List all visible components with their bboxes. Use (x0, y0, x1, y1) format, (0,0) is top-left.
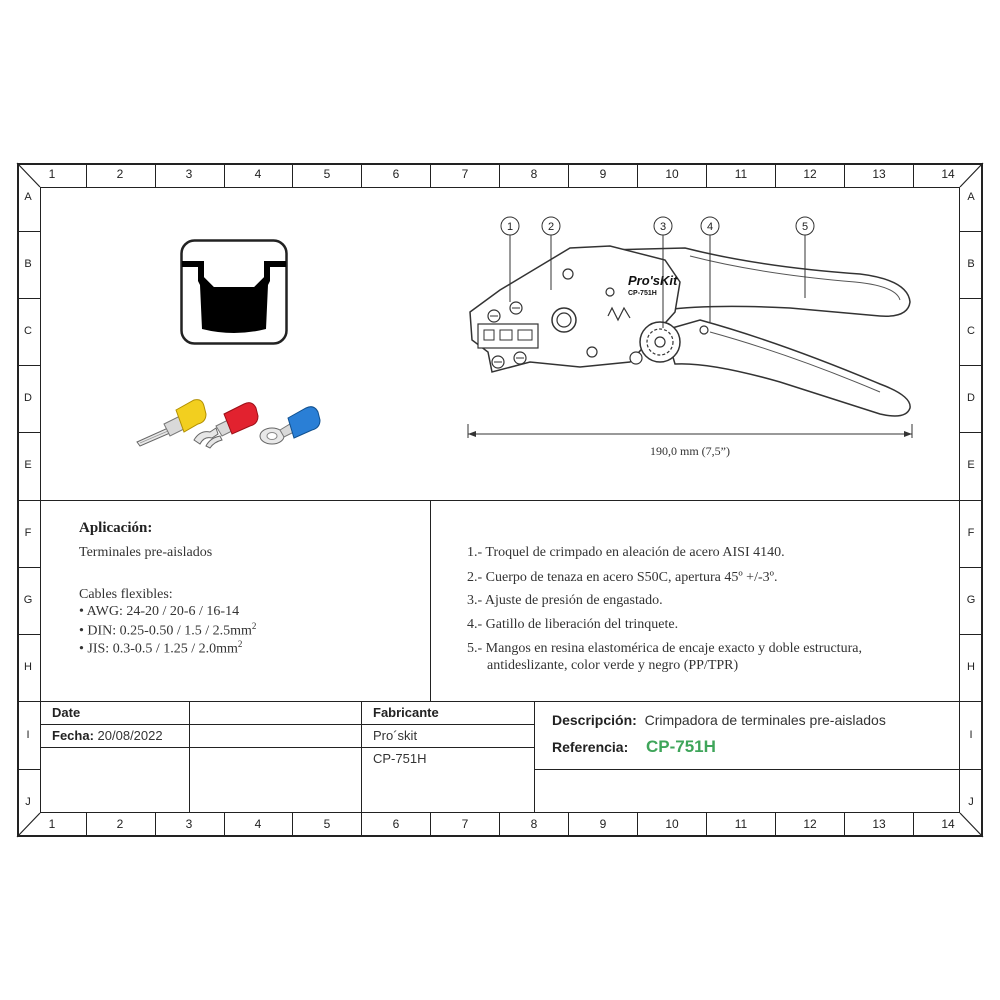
title-block-line (534, 701, 535, 813)
application-heading: Aplicación: (79, 520, 153, 536)
tick (17, 365, 40, 366)
dimension-label: 190,0 mm (7,5”) (650, 444, 730, 458)
tick (224, 813, 225, 837)
column-label: 7 (461, 167, 469, 181)
row-label: F (967, 527, 975, 539)
fecha-value: 20/08/2022 (97, 728, 163, 743)
row-label: F (24, 527, 32, 539)
tick (361, 163, 362, 187)
feature-2: 2.- Cuerpo de tenaza en acero S50C, apertura 45º +/-3º. (467, 570, 778, 585)
date-label: Date (52, 705, 81, 720)
tick (960, 231, 983, 232)
brand-label: Pro'sKit (628, 273, 678, 288)
column-label: 10 (665, 167, 679, 181)
column-label: 9 (599, 817, 607, 831)
fabricante-label: Fabricante (373, 705, 439, 720)
crimp-profile-icon (180, 239, 288, 345)
tick (499, 163, 500, 187)
fabricante-value: Pro´skit (373, 728, 418, 743)
title-block-line (361, 701, 362, 813)
tick (568, 813, 569, 837)
column-label: 5 (323, 817, 331, 831)
feature-4: 4.- Gatillo de liberación del trinquete. (467, 617, 679, 632)
column-label: 1 (48, 167, 56, 181)
tick (430, 813, 431, 837)
tick (17, 769, 40, 770)
title-block-line (40, 724, 534, 725)
row-label: E (967, 459, 975, 471)
referencia-label: Referencia: (552, 739, 629, 755)
row-label: J (968, 796, 974, 808)
tick (430, 163, 431, 187)
column-label: 2 (116, 167, 124, 181)
tick (913, 163, 914, 187)
row-label: A (967, 191, 975, 203)
column-label: 13 (872, 817, 886, 831)
din-spec: • DIN: $0.25-0.50 / 1.5 / 2.5mm^2$ (79, 621, 257, 639)
column-label: 11 (734, 817, 748, 831)
column-label: 6 (392, 817, 400, 831)
column-label: 3 (185, 167, 193, 181)
ring-terminal-icon (260, 407, 320, 444)
feature-3: 3.- Ajuste de presión de engastado. (467, 593, 663, 608)
svg-text:5: 5 (801, 221, 809, 233)
column-label: 14 (941, 167, 955, 181)
svg-text:4: 4 (706, 221, 714, 233)
column-label: 8 (530, 167, 538, 181)
tick (361, 813, 362, 837)
tick (960, 567, 983, 568)
model-value: CP-751H (373, 751, 427, 766)
cables-heading: Cables flexibles: (79, 587, 173, 602)
row-label: D (24, 392, 32, 404)
tick (292, 163, 293, 187)
tick (499, 813, 500, 837)
column-label: 8 (530, 817, 538, 831)
tick (844, 163, 845, 187)
tick (637, 163, 638, 187)
column-label: 14 (941, 817, 955, 831)
section-divider (40, 500, 960, 501)
column-label: 11 (734, 167, 748, 181)
tick (86, 163, 87, 187)
row-label: G (966, 594, 976, 606)
row-label: G (23, 594, 33, 606)
row-label: E (24, 459, 32, 471)
section-divider (40, 701, 960, 702)
row-label: I (969, 729, 973, 741)
tick (292, 813, 293, 837)
jis-spec: • JIS: $0.3-0.5 / 1.25 / 2.0mm^2$ (79, 639, 243, 657)
tick (913, 813, 914, 837)
row-label: J (25, 796, 31, 808)
column-label: 4 (254, 817, 262, 831)
column-label: 7 (461, 817, 469, 831)
title-block-line (534, 769, 960, 770)
tick (960, 769, 983, 770)
section-divider (430, 500, 431, 701)
feature-5-cont: antideslizante, color verde y negro (PP/TPR) (487, 658, 739, 673)
tick (17, 231, 40, 232)
column-label: 4 (254, 167, 262, 181)
tick (844, 813, 845, 837)
row-label: I (26, 729, 30, 741)
tick (17, 701, 40, 702)
svg-text:3: 3 (659, 221, 667, 233)
fecha-label: Fecha: (52, 728, 94, 743)
tick (17, 432, 40, 433)
column-label: 12 (803, 167, 817, 181)
column-label: 9 (599, 167, 607, 181)
row-label: B (24, 258, 32, 270)
column-label: 1 (48, 817, 56, 831)
column-label: 13 (872, 167, 886, 181)
tick (155, 813, 156, 837)
application-subtitle: Terminales pre-aislados (79, 545, 213, 560)
tick (17, 634, 40, 635)
referencia-value: CP-751H (646, 737, 716, 756)
tick (86, 813, 87, 837)
svg-text:1: 1 (506, 221, 514, 233)
row-label: B (967, 258, 975, 270)
title-block-line (40, 747, 534, 748)
tick (17, 567, 40, 568)
row-label: C (24, 325, 32, 337)
row-label: H (24, 661, 32, 673)
awg-spec: • AWG: 24-20 / 20-6 / 16-14 (79, 604, 240, 619)
tick (17, 500, 40, 501)
tick (775, 813, 776, 837)
row-label: C (967, 325, 975, 337)
column-label: 12 (803, 817, 817, 831)
column-label: 6 (392, 167, 400, 181)
tick (568, 163, 569, 187)
tick (960, 298, 983, 299)
feature-1: 1.- Troquel de crimpado en aleación de acero AISI 4140. (467, 545, 785, 560)
tick (960, 500, 983, 501)
tick (637, 813, 638, 837)
crimper-diagram (460, 212, 930, 462)
column-label: 10 (665, 817, 679, 831)
terminals-illustration (132, 390, 332, 450)
feature-5: 5.- Mangos en resina elastomérica de encaje exacto y doble estructura, (467, 641, 862, 656)
descripcion-value: Crimpadora de terminales pre-aislados (644, 712, 886, 728)
tick (960, 432, 983, 433)
column-label: 5 (323, 167, 331, 181)
row-label: D (967, 392, 975, 404)
descripcion-row (552, 712, 886, 728)
column-label: 2 (116, 817, 124, 831)
row-label: A (24, 191, 32, 203)
title-block-line (189, 701, 190, 813)
tick (224, 163, 225, 187)
svg-text:2: 2 (547, 221, 555, 233)
tick (17, 298, 40, 299)
tick (960, 701, 983, 702)
tick (960, 634, 983, 635)
tick (706, 163, 707, 187)
model-label: CP-751H (628, 290, 657, 297)
fecha-row (52, 728, 163, 743)
tick (775, 163, 776, 187)
tick (960, 365, 983, 366)
column-label: 3 (185, 817, 193, 831)
row-label: H (967, 661, 975, 673)
descripcion-label: Descripción: (552, 712, 637, 728)
tick (155, 163, 156, 187)
tick (706, 813, 707, 837)
